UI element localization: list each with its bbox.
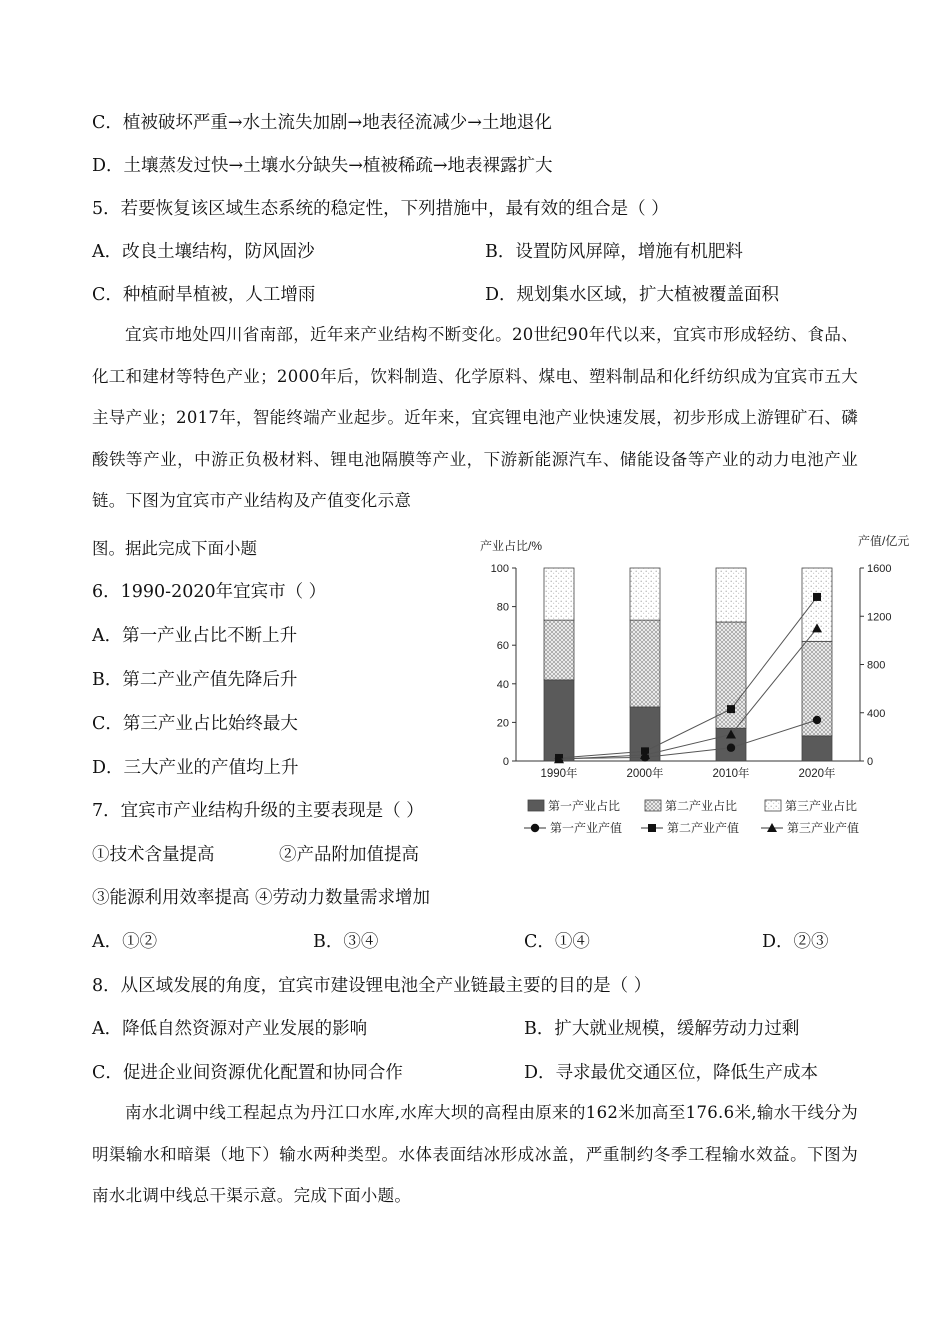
left-tick-label: 20 <box>496 717 509 730</box>
marker-circle <box>727 744 735 752</box>
x-tick-label: 2000年 <box>626 768 664 780</box>
q5-option-b: B．设置防风屏障，增施有机肥料 <box>485 242 743 262</box>
q8-stem: 8．从区域发展的角度，宜宾市建设锂电池全产业链最主要的目的是（ ） <box>92 976 652 996</box>
q8-option-b: B．扩大就业规模，缓解劳动力过剩 <box>524 1019 800 1039</box>
legend-swatch <box>765 800 781 811</box>
q6-option-d: D．三大产业的产值均上升 <box>92 758 299 778</box>
q5-option-c: C．种植耐旱植被，人工增雨 <box>92 285 316 305</box>
q8-option-d: D．寻求最优交通区位，降低生产成本 <box>524 1063 819 1083</box>
value-line <box>559 597 817 758</box>
q6-option-c: C．第三产业占比始终最大 <box>92 714 298 734</box>
q7-items-3-4: ③能源利用效率提高 ④劳动力数量需求增加 <box>92 888 431 908</box>
q5-stem: 5．若要恢复该区域生态系统的稳定性，下列措施中，最有效的组合是（ ） <box>92 199 669 219</box>
left-tick-label: 100 <box>490 563 509 575</box>
marker-square <box>648 824 656 832</box>
value-line <box>559 720 817 759</box>
passage-south-north-water: 南水北调中线工程起点为丹江口水库,水库大坝的高程由原来的162米加高至176.6米,输水干线分为明渠输水和暗渠（地下）输水两种类型。水体表面结冰形成冰盖，严重制约冬季工程输水效益。下图为南水北调中线总干渠示意。完成下面小题。 <box>92 1103 858 1205</box>
x-tick-label: 1990年 <box>540 768 578 780</box>
q5-option-d: D．规划集水区域，扩大植被覆盖面积 <box>485 285 780 305</box>
right-tick-label: 400 <box>867 707 886 720</box>
q7-option-a: A．①② <box>92 932 158 952</box>
left-tick-label: 40 <box>496 678 509 691</box>
bar-segment <box>544 568 574 620</box>
bar-segment <box>544 620 574 680</box>
q7-option-b: B．③④ <box>313 932 379 952</box>
bar-segment <box>716 568 746 622</box>
x-tick-label: 2020年 <box>798 768 836 780</box>
legend-label: 第一产业占比 <box>548 799 621 813</box>
legend-label: 第一产业产值 <box>550 821 623 835</box>
q7-option-c: C．①④ <box>524 932 590 952</box>
q7-option-d: D．②③ <box>762 932 829 952</box>
legend-swatch <box>645 800 661 811</box>
marker-square <box>727 705 735 713</box>
q5-option-a: A．改良土壤结构，防风固沙 <box>92 242 315 262</box>
right-tick-label: 0 <box>867 756 874 768</box>
industry-structure-chart <box>470 530 910 850</box>
bar-segment <box>802 736 832 761</box>
q4-option-c: C．植被破坏严重→水土流失加剧→地表径流减少→土地退化 <box>92 113 552 133</box>
q7-item-2: ②产品附加值提高 <box>279 845 419 865</box>
left-tick-label: 60 <box>496 640 509 653</box>
q4-option-d: D．土壤蒸发过快→土壤水分缺失→植被稀疏→地表裸露扩大 <box>92 156 553 176</box>
right-axis-title: 产值/亿元 <box>858 534 910 548</box>
q6-stem: 6．1990-2020年宜宾市（ ） <box>92 582 327 602</box>
passage-yibin-end: 图。据此完成下面小题 <box>92 539 257 558</box>
legend-swatch <box>528 800 544 811</box>
passage-yibin: 宜宾市地处四川省南部，近年来产业结构不断变化。20世纪90年代以来，宜宾市形成轻纺、食品、化工和建材等特色产业；2000年后，饮料制造、化学原料、煤电、塑料制品和化纤纺织成为宜宾市五大主导产业；2017年，智能终端产业起步。近年来，宜宾锂电池产业快速发展，初步形成上游锂矿石、磷酸铁等产业，中游正负极材料、锂电池隔膜等产业，下游新能源汽车、储能设备等产业的动力电池产业链。下图为宜宾市产业结构及产值变化示意 <box>92 325 858 510</box>
q8-option-c: C．促进企业间资源优化配置和协同合作 <box>92 1063 403 1083</box>
bar-segment <box>630 568 660 620</box>
legend-label: 第二产业产值 <box>667 821 740 835</box>
legend-label: 第三产业产值 <box>787 821 860 835</box>
q6-option-a: A．第一产业占比不断上升 <box>92 626 298 646</box>
marker-circle <box>531 824 539 832</box>
right-tick-label: 800 <box>867 659 886 672</box>
left-tick-label: 0 <box>502 756 509 768</box>
right-tick-label: 1600 <box>867 563 892 575</box>
q7-stem: 7．宜宾市产业结构升级的主要表现是（ ） <box>92 801 424 821</box>
left-axis-title: 产业占比/% <box>480 539 543 553</box>
legend-label: 第二产业占比 <box>665 799 738 813</box>
bar-segment <box>630 620 660 707</box>
q8-option-a: A．降低自然资源对产业发展的影响 <box>92 1019 368 1039</box>
bar-segment <box>544 680 574 761</box>
marker-circle <box>813 716 821 724</box>
right-tick-label: 1200 <box>867 611 892 624</box>
marker-square <box>813 593 821 601</box>
legend-label: 第三产业占比 <box>785 799 858 813</box>
x-tick-label: 2010年 <box>712 768 750 780</box>
left-tick-label: 80 <box>496 601 509 614</box>
q6-option-b: B．第二产业产值先降后升 <box>92 670 298 690</box>
q7-item-1: ①技术含量提高 <box>92 845 215 865</box>
